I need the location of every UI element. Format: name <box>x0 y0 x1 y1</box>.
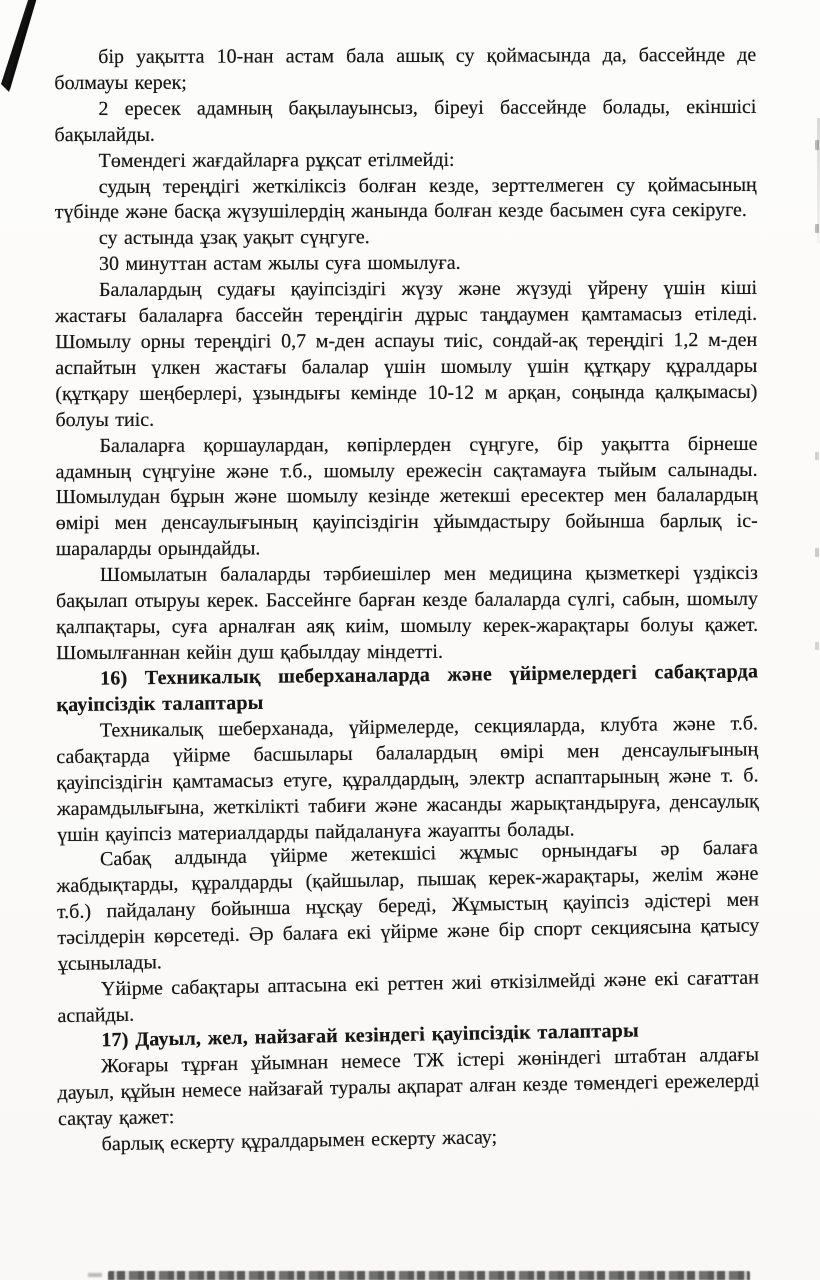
paragraph: судың тереңдігі жеткіліксіз болған кезде, зерттелмеген су қоймасының түбінде және басқа жүзушілердің жанында болған кезде басымен суға секіруге. <box>54 173 757 224</box>
pen-stroke-mark <box>0 0 58 104</box>
paragraph: Шомылатын балаларды тәрбиешілер мен медицина қызметкері үздіксіз бақылап отыруы керек. Бассейнге барған кезде балаларда сүлгі, сабын, шомылу қалпақтары, суға арналған аяқ киім, шомылу керек-жарақтары болуы қажет. Шомылғаннан кейін душ қабылдау міндетті. <box>55 562 759 664</box>
paragraph: барлық ескерту құралдарымен ескерту жасау; <box>101 1126 498 1156</box>
scan-artifact-right-tick <box>815 224 819 233</box>
paragraph: бір уақытта 10-нан астам бала ашық су қоймасында да, бассейнде де болмауы керек; <box>54 43 757 95</box>
paragraph: су астында ұзақ уақыт сүңгуге. <box>98 226 370 250</box>
paragraph: Сабақ алдында үйірме жетекшісі жұмыс орнындағы әр балаға жабдықтарды, құралдарды (қайшылар, пышақ керек-жарақтары, желім және т.б.) пайдалану бойынша нұсқау береді, Жұмыстың қауіпсіз әдістері мен тәсілдерін көрсетеді. Әр балаға екі үйірме және бір спорт секциясына қатысу ұсынылады. <box>56 836 760 975</box>
document-text-block <box>54 43 759 1159</box>
section-heading: 17) Дауыл, жел, найзағай кезіндегі қауіпсіздік талаптары <box>101 1020 640 1052</box>
paragraph: Балаларға қоршаулардан, көпірлерден сүңгуге, бір уақытта бірнеше адамның сүңгуіне және т.б., шомылу ережесін сақтамауға тыйым салынады. Шомылудан бұрын және шомылу кезінде жетекші ересектер мен балалардың өмірі мен денсаулығының қауіпсіздігін ұйымдастыру бойынша барлық іс-шараларды орындайды. <box>55 432 758 561</box>
scan-artifact-right-tick <box>815 548 819 557</box>
paragraph: Төмендегі жағдайларға рұқсат етілмейді: <box>98 148 455 172</box>
paragraph: 30 минуттан астам жылы суға шомылуға. <box>98 252 461 276</box>
paragraph: Техникалық шеберханада, үйірмелерде, секцияларда, клубта және т.б. сабақтарда үйірме басшылары балалардың өмірі мен денсаулығының қауіпсіздігін қамтамасыз етуге, құралдардың, электр аспаптарының және т. б. жарамдылығына, жеткілікті табиғи және жасанды жарықтандыруға, денсаулық үшін қауіпсіз материалдарды пайдалануға жауапты болады. <box>56 711 759 846</box>
section-heading: 16) Техникалық шеберханаларда және үйірмелердегі сабақтарда қауіпсіздік талаптары <box>56 660 759 716</box>
scan-artifact-right-tick <box>815 140 819 150</box>
paragraph: 2 ересек адамның бақылауынсыз, біреуі бассейнде болады, екіншісі бақылайды. <box>54 95 757 146</box>
scan-noise-band-bottom <box>108 1271 750 1280</box>
paragraph: Балалардың судағы қауіпсіздігі жүзу және жүзуді үйрену үшін кіші жастағы балаларға бассейн тереңдігін дұрыс таңдаумен қамтамасыз етіледі. Шомылу орны тереңдігі 0,7 м-ден аспауы тиіс, сондай-ақ тереңдігі 1,2 м-ден аспайтын үлкен жастағы балалар үшін шомылу үшін құтқару құралдары (құтқару шеңберлері, ұзындығы кемінде 10-12 м арқан, соңында қалқымасы) болуы тиіс. <box>55 277 758 431</box>
paragraph: Үйірме сабақтары аптасына екі реттен жиі өткізілмейді және екі сағаттан аспайды. <box>57 966 760 1027</box>
scan-artifact-right-tick <box>815 642 819 650</box>
paragraph: Жоғары тұрған ұйымнан немесе ТЖ істері жөніндегі штабтан алдағы дауыл, құйын немесе найзағай туралы ақпарат алған кезде төмендегі ережелерді сақтау қажет: <box>57 1043 760 1131</box>
scan-artifact-right-tick <box>815 452 819 460</box>
